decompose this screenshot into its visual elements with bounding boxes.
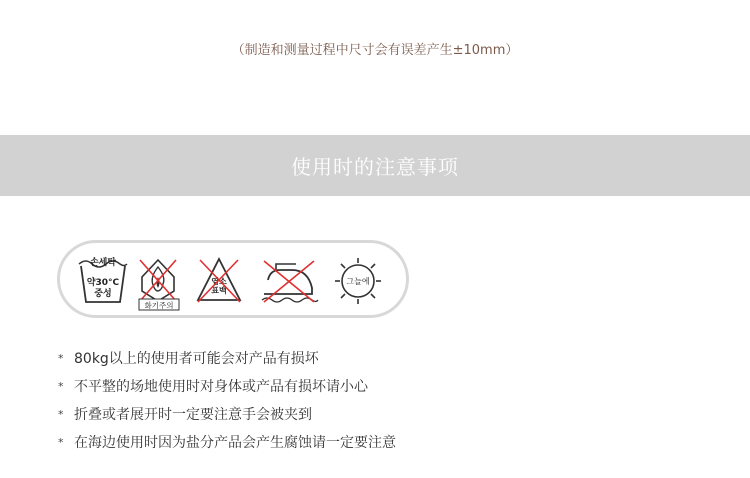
bullet-mark: * — [58, 379, 64, 393]
dry-in-shade-icon — [332, 254, 384, 308]
bleach-label-bottom: 표백 — [211, 286, 227, 295]
notice-banner — [0, 135, 750, 196]
bullet-mark: * — [58, 435, 64, 449]
measurement-note: （制造和测量过程中尺寸会有误差产生±10mm） — [231, 43, 519, 58]
bleach-label-top: 염소 — [211, 277, 227, 286]
wash-label-bottom: 중성 — [94, 289, 112, 299]
list-item — [58, 428, 396, 456]
no-bleach-icon — [194, 254, 244, 306]
no-iron-icon — [258, 258, 320, 304]
bullet-mark: * — [58, 351, 64, 365]
list-item — [58, 372, 396, 400]
list-item — [58, 400, 396, 428]
note-text: 在海边使用时因为盐分产品会产生腐蚀请一定要注意 — [74, 435, 396, 451]
list-item — [58, 344, 396, 372]
hand-wash-icon — [76, 254, 130, 306]
shade-label: 그늘에 — [346, 277, 370, 286]
note-text: 折叠或者展开时一定要注意手会被夹到 — [74, 407, 312, 423]
care-symbols-panel — [57, 240, 409, 318]
bullet-mark: * — [58, 407, 64, 421]
fire-caution-icon — [136, 257, 182, 311]
usage-notes-list — [58, 344, 396, 456]
fire-label: 화기주의 — [144, 301, 174, 310]
note-text: 80kg以上的使用者可能会对产品有损坏 — [74, 351, 319, 367]
note-text: 不平整的场地使用时对身体或产品有损坏请小心 — [74, 379, 368, 395]
banner-title: 使用时的注意事项 — [291, 155, 459, 179]
wash-label-top: 손세탁 — [89, 258, 117, 268]
wash-label-mid: 약30°C — [86, 278, 120, 288]
